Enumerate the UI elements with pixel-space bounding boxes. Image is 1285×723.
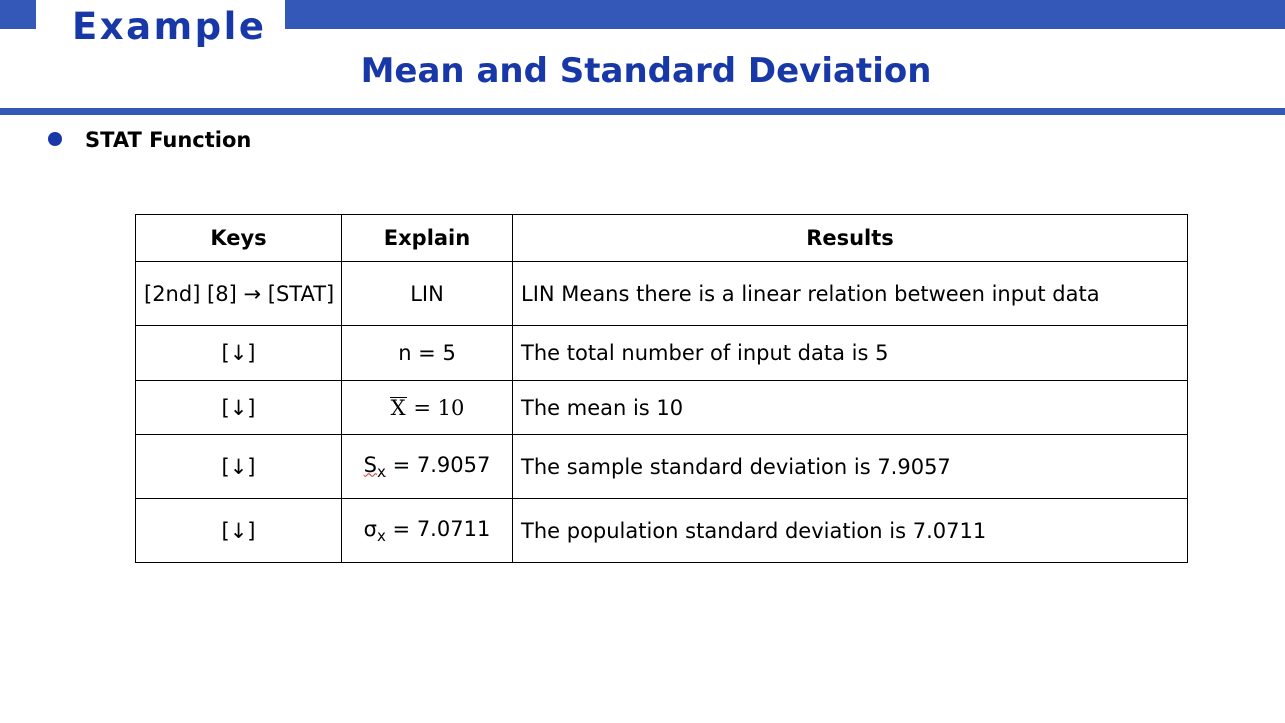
- sx-value: = 7.9057: [385, 452, 491, 477]
- header-results: Results: [513, 215, 1188, 262]
- table-row: [136, 326, 1188, 381]
- sx-letter: S: [363, 452, 377, 477]
- mean-value: = 10: [413, 395, 465, 420]
- result-cell: The total number of input data is 5: [513, 326, 1188, 381]
- key-cell: [↓]: [136, 435, 342, 499]
- explain-cell: n = 5: [342, 326, 513, 381]
- explain-cell: LIN: [342, 262, 513, 326]
- sigma-value: = 7.0711: [385, 516, 491, 541]
- key-cell: [↓]: [136, 326, 342, 381]
- key-cell: [↓]: [136, 499, 342, 563]
- explain-cell: [342, 499, 513, 563]
- title-divider: [0, 108, 1285, 115]
- table-row: [136, 435, 1188, 499]
- mean-symbol: X: [390, 395, 406, 420]
- table-row: [136, 262, 1188, 326]
- bullet-dot-icon: [48, 132, 62, 146]
- section-label: Example: [72, 5, 267, 48]
- sx-symbol: [363, 452, 386, 481]
- explain-cell: [342, 381, 513, 435]
- stat-keys-table: [135, 214, 1188, 563]
- table-row: [136, 499, 1188, 563]
- result-cell: The population standard deviation is 7.0711: [513, 499, 1188, 563]
- header-keys: Keys: [136, 215, 342, 262]
- key-cell: [2nd] [8] → [STAT]: [136, 262, 342, 326]
- header-explain: Explain: [342, 215, 513, 262]
- table-header-row: [136, 215, 1188, 262]
- result-cell: The sample standard deviation is 7.9057: [513, 435, 1188, 499]
- result-cell: LIN Means there is a linear relation between input data: [513, 262, 1188, 326]
- sigma-subscript: x: [376, 526, 386, 545]
- table-row: [136, 381, 1188, 435]
- key-cell: [↓]: [136, 381, 342, 435]
- explain-cell: [342, 435, 513, 499]
- result-cell: The mean is 10: [513, 381, 1188, 435]
- slide-title: Mean and Standard Deviation: [360, 51, 932, 91]
- bullet-text: STAT Function: [85, 128, 252, 152]
- sx-subscript: x: [377, 462, 386, 481]
- sigma-letter: σ: [363, 516, 377, 541]
